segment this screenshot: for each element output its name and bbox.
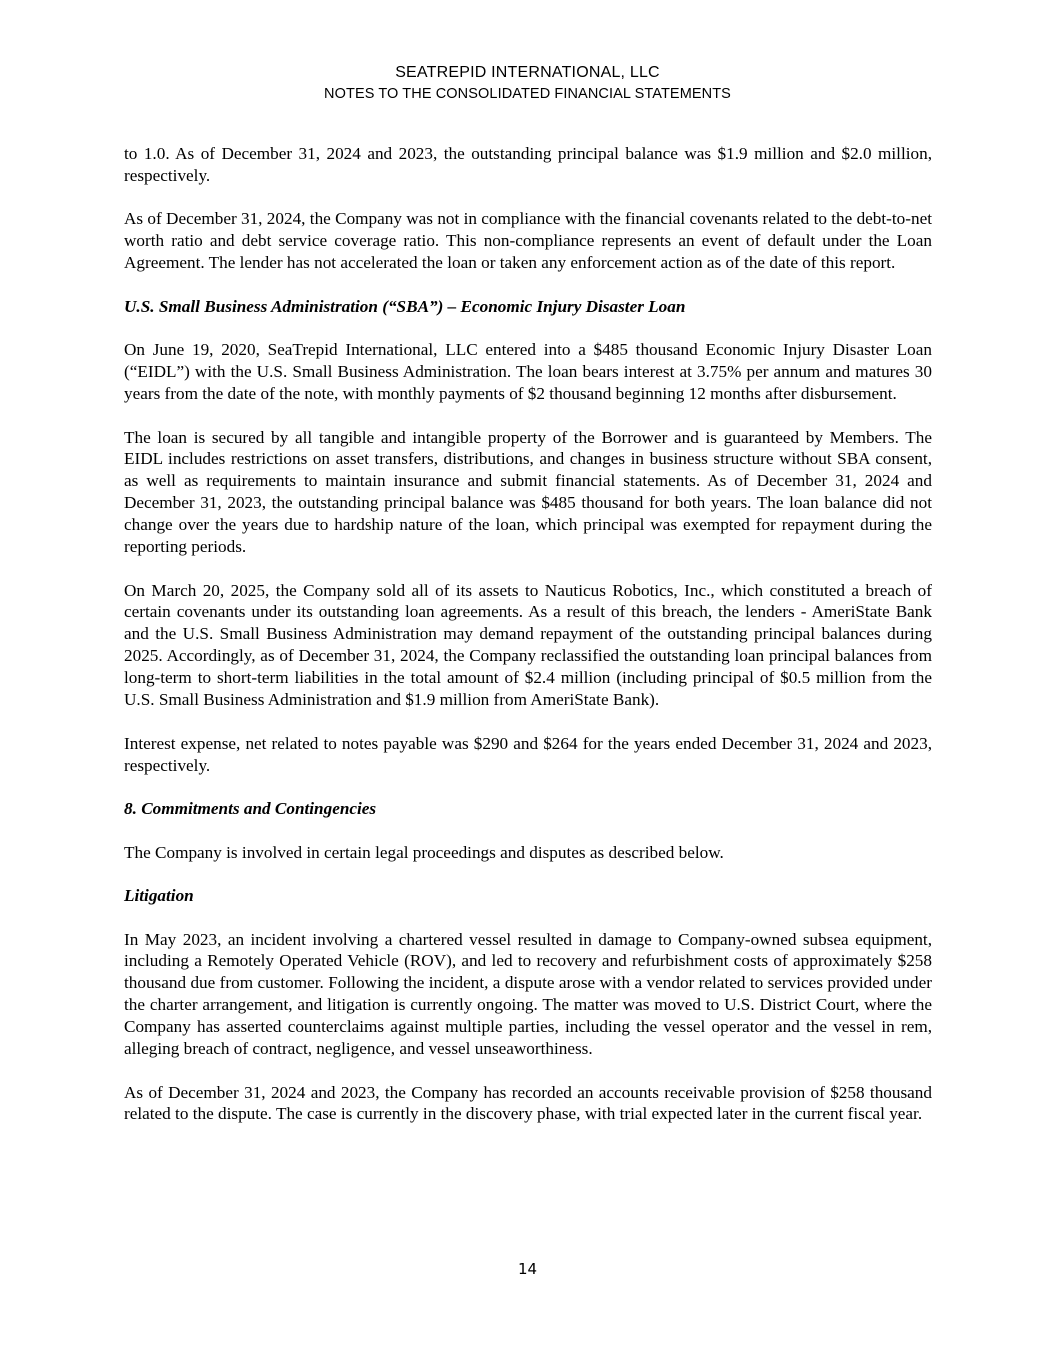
page-number: 14 [517,1260,538,1278]
paragraph-eidl-terms: On June 19, 2020, SeaTrepid International, LLC entered into a $485 thousand Economic Injury Disaster Loan (“EIDL”) with the U.S. Small Business Administration. The loan bears interest at 3.75% per annum and matures 30 years from the date of the note, with monthly payments of $2 thousand beginning 12 months after disbursement. [124,340,932,404]
section-heading-sba-loan: U.S. Small Business Administration (“SBA”) – Economic Injury Disaster Loan [124,296,686,316]
paragraph-receivable-provision: As of December 31, 2024 and 2023, the Company has recorded an accounts receivable provision of $258 thousand related to the dispute. The case is currently in the discovery phase, with trial expected later in the current fiscal year. [124,1082,932,1124]
statement-subtitle-header: NOTES TO THE CONSOLIDATED FINANCIAL STATEMENTS [324,86,731,102]
paragraph-covenant-ratio: to 1.0. As of December 31, 2024 and 2023, the outstanding principal balance was $1.9 million and $2.0 million, respectively. [124,144,932,185]
paragraph-interest-expense: Interest expense, net related to notes payable was $290 and $264 for the years ended December 31, 2024 and 2023, respectively. [124,733,932,775]
section-heading-commitments: 8. Commitments and Contingencies [124,799,377,818]
paragraph-legal-proceedings: The Company is involved in certain legal proceedings and disputes as described below. [124,842,724,862]
paragraph-vessel-incident: In May 2023, an incident involving a chartered vessel resulted in damage to Company-owned subsea equipment, including a Remotely Operated Vehicle (ROV), and led to recovery and refurbishment costs of approximately $258 thousand due from customer. Following the incident, a dispute arose with a vendor related to services provided under the charter arrangement, and litigation is currently ongoing. The matter was moved to U.S. District Court, where the Company has asserted counterclaims against multiple parties, including the vessel operator and the vessel in rem, alleging breach of contract, negligence, and vessel unseaworthiness. [124,929,932,1059]
section-heading-litigation: Litigation [124,886,194,905]
company-name-header: SEATREPID INTERNATIONAL, LLC [395,64,660,81]
paragraph-asset-sale-breach: On March 20, 2025, the Company sold all of its assets to Nauticus Robotics, Inc., which constituted a breach of certain covenants under its outstanding loan agreements. As a result of this breach, the lenders - AmeriState Bank and the U.S. Small Business Administration may demand repayment of the outstanding principal balances during 2025. Accordingly, as of December 31, 2024, the Company reclassified the outstanding loan principal balances from long-term to short-term liabilities in the total amount of $2.4 million (including principal of $0.5 million from the U.S. Small Business Administration and $1.9 million from AmeriState Bank). [124,580,932,710]
paragraph-noncompliance: As of December 31, 2024, the Company was not in compliance with the financial covenants related to the debt-to-net worth ratio and debt service coverage ratio. This non-compliance represents an event of default under the Loan Agreement. The lender has not accelerated the loan or taken any enforcement action as of the date of this report. [124,209,932,273]
paragraph-eidl-security: The loan is secured by all tangible and intangible property of the Borrower and is guaranteed by Members. The EIDL includes restrictions on asset transfers, distributions, and changes in business structure without SBA consent, as well as requirements to maintain insurance and submit financial statements. As of December 31, 2024 and December 31, 2023, the outstanding principal balance was $485 thousand for both years. The loan balance did not change over the years due to hardship nature of the loan, which principal was exempted for repayment during the reporting periods. [124,427,932,557]
notes-body [124,143,932,1125]
